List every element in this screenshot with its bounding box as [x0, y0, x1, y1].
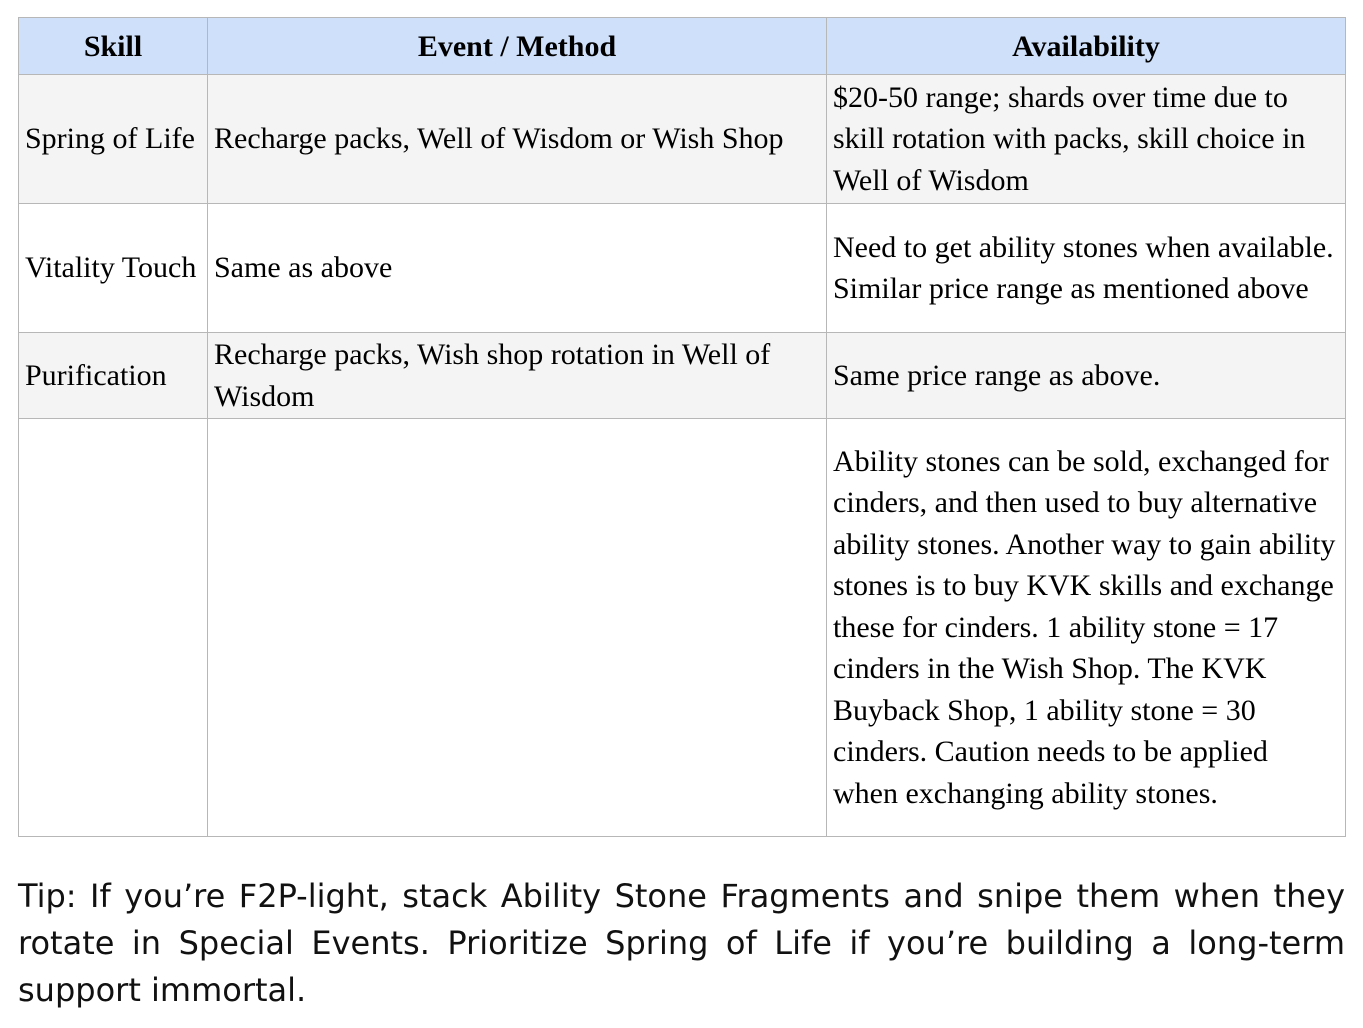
cell-method: Recharge packs, Wish shop rotation in Well of Wisdom	[208, 333, 827, 419]
cell-method: Recharge packs, Well of Wisdom or Wish Shop	[208, 75, 827, 204]
cell-availability: $20-50 range; shards over time due to skill rotation with packs, skill choice in Well of Wisdom	[827, 75, 1346, 204]
tip-paragraph: Tip: If you’re F2P-light, stack Ability Stone Fragments and snipe them when they rotate in Special Events. Prioritize Spring of Life if you’re building a long-term support immortal.	[18, 877, 1345, 1009]
cell-availability: Same price range as above.	[827, 333, 1346, 419]
cell-availability: Need to get ability stones when available. Similar price range as mentioned above	[827, 204, 1346, 333]
table-row	[19, 204, 1346, 333]
cell-availability: Ability stones can be sold, exchanged for cinders, and then used to buy alternative ability stones. Another way to gain ability stones is to buy KVK skills and exchange these for cinders. 1 ability stone = 17 cinders in the Wish Shop. The KVK Buyback Shop, 1 ability stone = 30 cinders. Caution needs to be applied when exchanging ability stones.	[827, 419, 1346, 837]
cell-skill	[19, 419, 208, 837]
header-availability: Availability	[827, 18, 1346, 75]
table-row	[19, 75, 1346, 204]
table-row	[19, 419, 1346, 837]
cell-skill: Purification	[19, 333, 208, 419]
cell-method	[208, 419, 827, 837]
cell-skill: Vitality Touch	[19, 204, 208, 333]
header-event-method: Event / Method	[208, 18, 827, 75]
cell-skill: Spring of Life	[19, 75, 208, 204]
header-skill: Skill	[19, 18, 208, 75]
skills-table	[18, 17, 1346, 837]
cell-method: Same as above	[208, 204, 827, 333]
table-row	[19, 333, 1346, 419]
table-header-row	[19, 18, 1346, 75]
document-page	[18, 17, 1345, 837]
